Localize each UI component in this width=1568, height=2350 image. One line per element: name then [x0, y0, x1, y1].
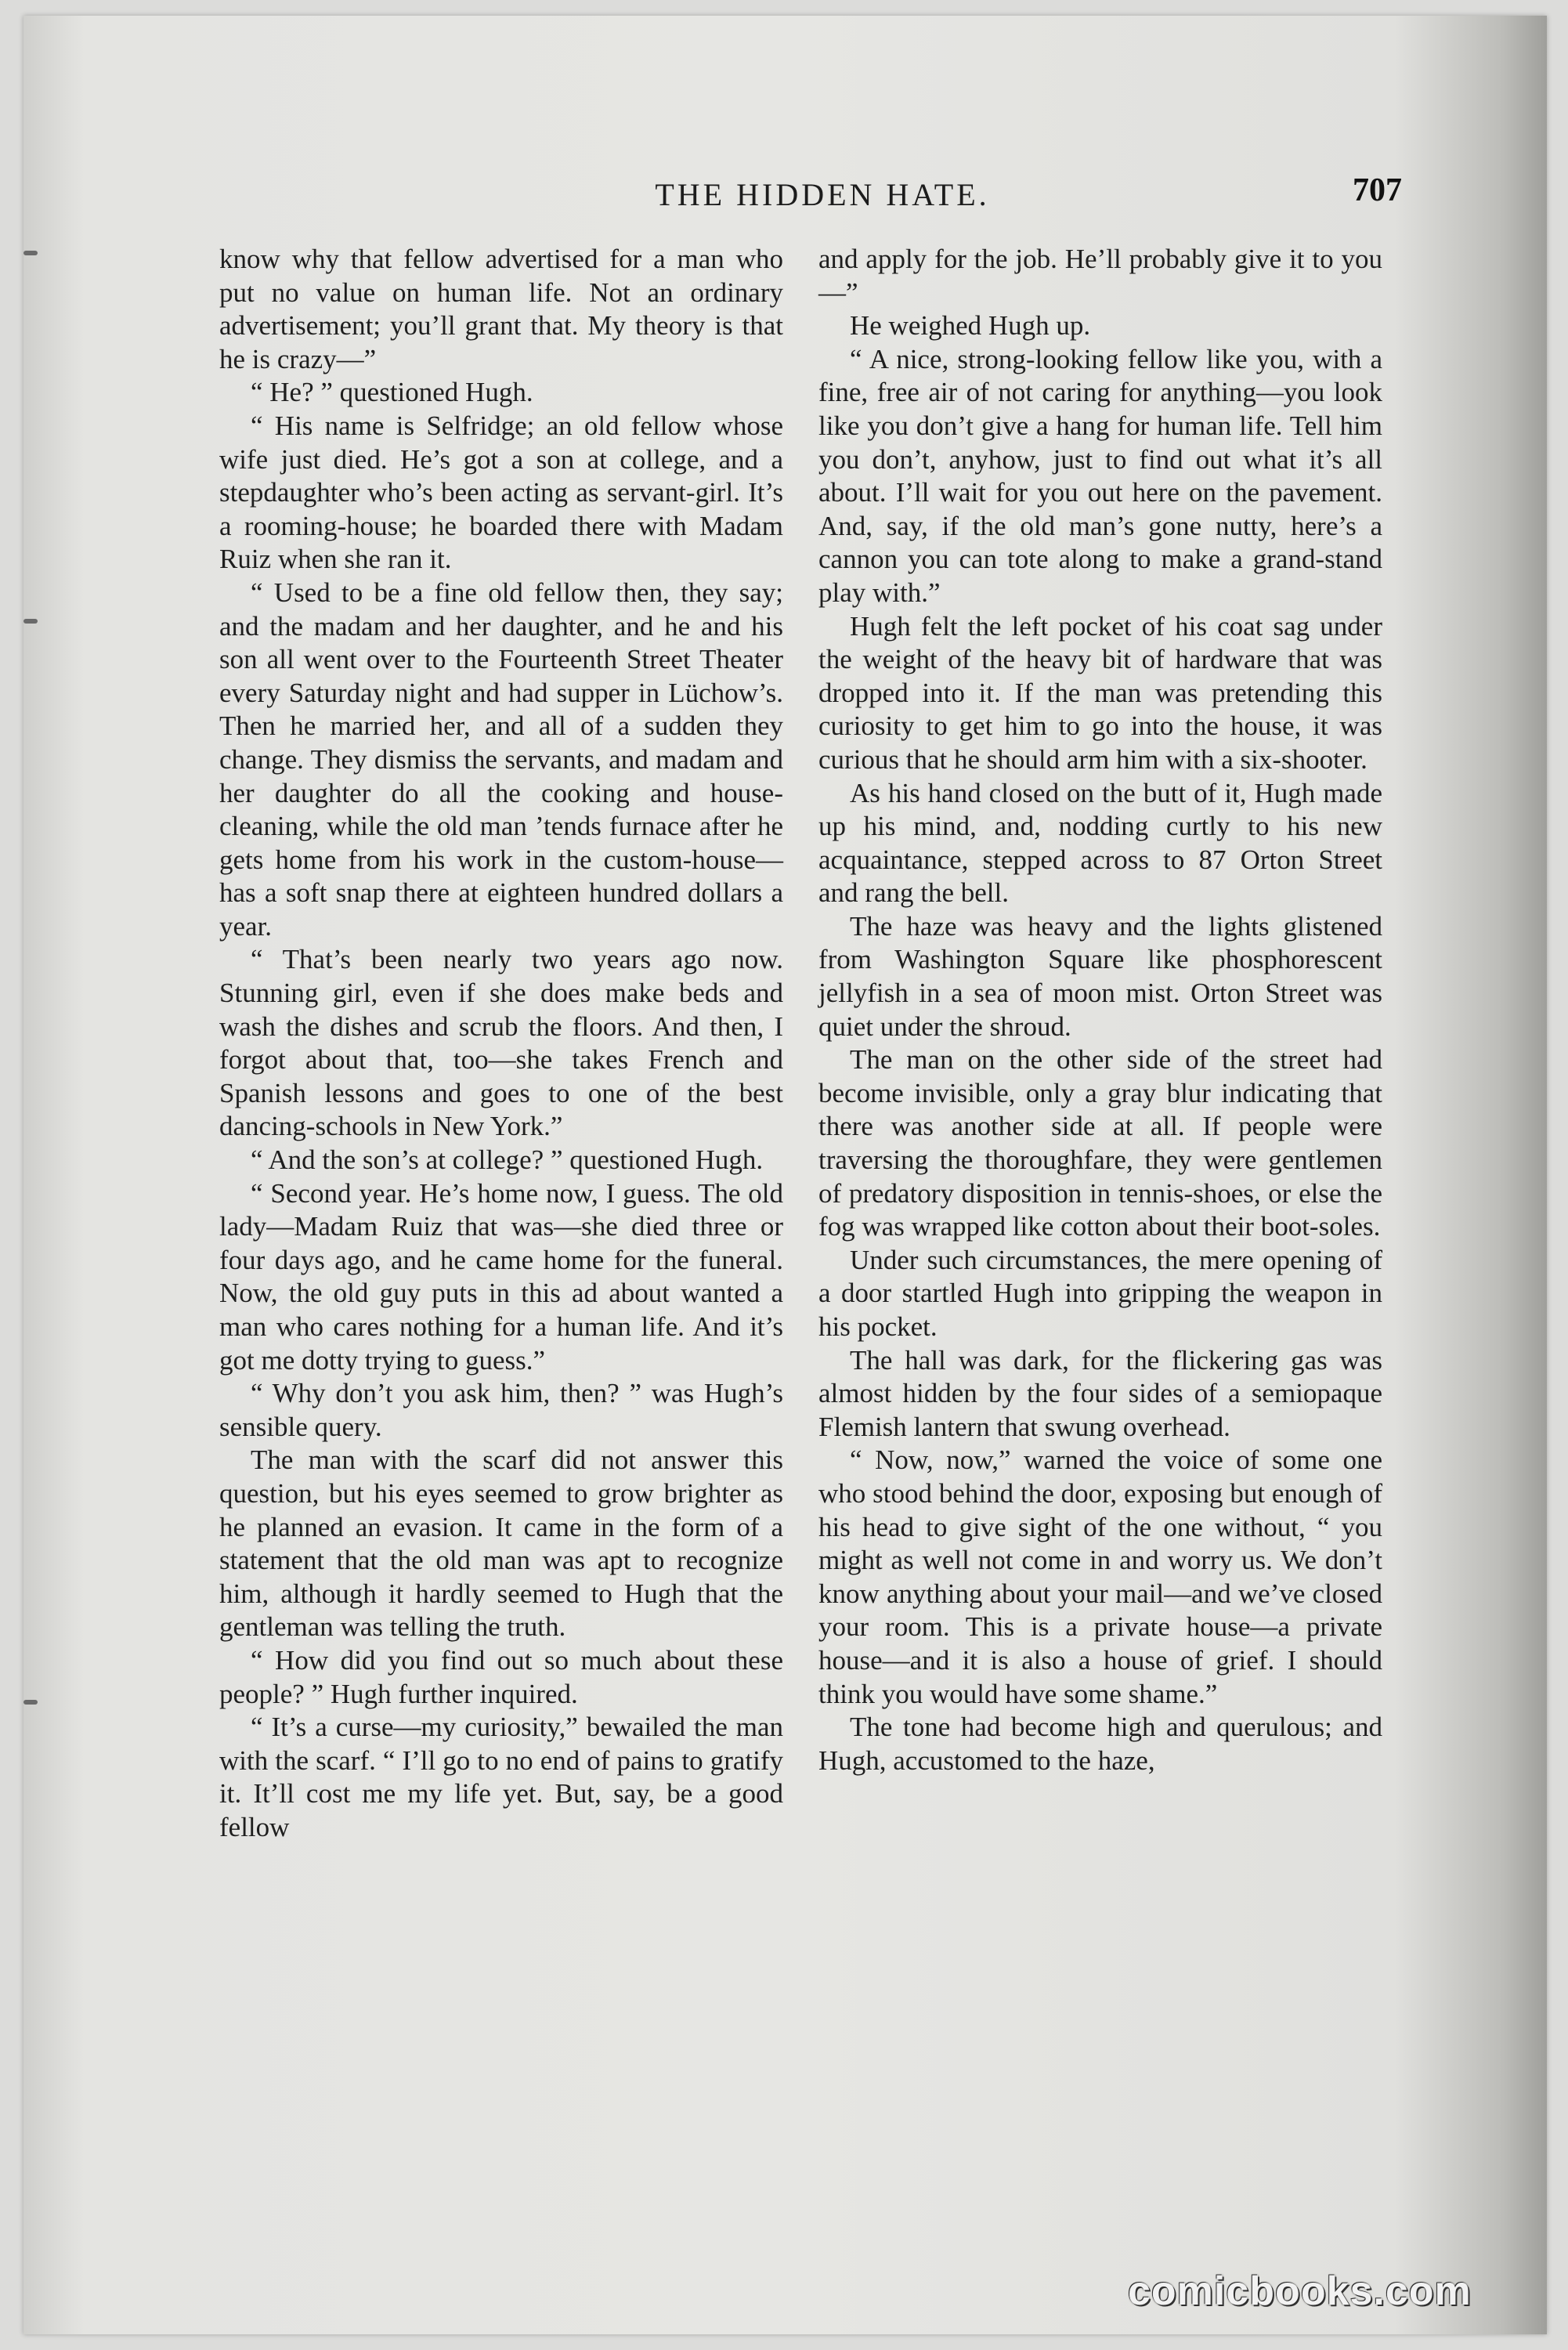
- right-text-column: [818, 243, 1382, 2162]
- paragraph: and apply for the job. He’ll probably give it to you—”: [818, 244, 1382, 308]
- paragraph: “ Why don’t you ask him, then? ” was Hugh’s sensible query.: [219, 1378, 783, 1442]
- paragraph: As his hand closed on the butt of it, Hugh made up his mind, and, nodding curtly to his new acquaintance, stepped across to 87 Orton Street and rang the bell.: [818, 777, 1382, 909]
- paragraph: “ A nice, strong-looking fellow like you, with a fine, free air of not caring for anything—you look like you don’t give a hang for human life. Tell him you don’t, anyhow, just to find out what it’s all about. I’ll wait for you out here on the pavement. And, say, if the old man’s gone nutty, here’s a cannon you can tote along to make a grand-stand play with.”: [818, 343, 1382, 608]
- paragraph: know why that fellow advertised for a man who put no value on human life. Not an ordinary advertisement; you’ll grant that. My theory is that he is crazy—”: [219, 244, 783, 374]
- paragraph: “ And the son’s at college? ” questioned Hugh.: [251, 1144, 764, 1176]
- paragraph: “ Now, now,” warned the voice of some one who stood behind the door, exposing but enough of his head to give sight of the one without, “ you might as well not come in and worry us. We don’t know anything about your mail—and we’ve closed your room. This is a private house—a private house—and it is also a house of grief. I should think you would have some shame.”: [818, 1444, 1382, 1709]
- paragraph: “ It’s a curse—my curiosity,” bewailed the man with the scarf. “ I’ll go to no end of pains to gratify it. It’ll cost me my life yet. But, say, be a good fellow: [219, 1712, 783, 1842]
- paragraph: “ His name is Selfridge; an old fellow whose wife just died. He’s got a son at college, and a stepdaughter who’s been acting as servant-girl. It’s a rooming-house; he boarded there with Madam Ruiz when she ran it.: [219, 410, 783, 575]
- paragraph: The tone had become high and querulous; and Hugh, accustomed to the haze,: [818, 1712, 1382, 1776]
- binding-mark: [23, 619, 38, 624]
- paragraph: The hall was dark, for the flickering gas was almost hidden by the four sides of a semiopaque Flemish lantern that swung overhead.: [818, 1344, 1382, 1442]
- running-title: THE HIDDEN HATE.: [655, 177, 990, 212]
- paragraph: Under such circumstances, the mere opening of a door startled Hugh into gripping the weapon in his pocket.: [818, 1244, 1382, 1342]
- paragraph: “ Used to be a fine old fellow then, they say; and the madam and her daughter, and he and his son all went over to the Fourteenth Street Theater every Saturday night and had supper in Lüchow’s. Then he married her, and all of a sudden they change. They dismiss the servants, and madam and her daughter do all the cooking and house-cleaning, while the old man ’tends furnace after he gets home from his work in the custom-house—has a soft snap there at eighteen hundred dollars a year.: [219, 577, 783, 942]
- paragraph: Hugh felt the left pocket of his coat sag under the weight of the heavy bit of hardware that was dropped into it. If the man was pretending this curiosity to get him to go into the house, it was curious that he should arm him with a six-shooter.: [818, 610, 1382, 775]
- binding-mark: [23, 251, 38, 255]
- left-text-column: [219, 243, 783, 2162]
- paragraph: “ Second year. He’s home now, I guess. The old lady—Madam Ruiz that was—she died three or four days ago, and he came home for the funeral. Now, the old guy puts in this ad about wanted a man who cares nothing for a human life. And it’s got me dotty trying to guess.”: [219, 1177, 783, 1376]
- paragraph: “ How did you find out so much about these people? ” Hugh further inquired.: [219, 1644, 783, 1709]
- magazine-page: [23, 16, 1547, 2334]
- page-number: 707: [1353, 172, 1402, 208]
- binding-mark: [23, 1700, 38, 1705]
- page-header: [243, 172, 1402, 223]
- paragraph: The man on the other side of the street had become invisible, only a gray blur indicating that there was another side at all. If people were traversing the thoroughfare, they were gentlemen of predatory disposition in tennis-shoes, or else the fog was wrapped like cotton about their boot-soles.: [818, 1044, 1382, 1242]
- paragraph: The haze was heavy and the lights glistened from Washington Square like phosphorescent jellyfish in a sea of moon mist. Orton Street was quiet under the shroud.: [818, 910, 1382, 1042]
- paragraph: He weighed Hugh up.: [850, 310, 1091, 342]
- paragraph: The man with the scarf did not answer this question, but his eyes seemed to grow brighter as he planned an evasion. It came in the form of a statement that the old man was apt to recognize him, although it hardly seemed to Hugh that the gentleman was telling the truth.: [219, 1444, 783, 1643]
- paragraph: “ He? ” questioned Hugh.: [251, 377, 533, 408]
- paragraph: “ That’s been nearly two years ago now. Stunning girl, even if she does make beds and wash the dishes and scrub the floors. And then, I forgot about that, too—she takes French and Spanish lessons and goes to one of the best dancing-schools in New York.”: [219, 944, 783, 1142]
- watermark-logo: comicbooks.com: [1128, 2269, 1472, 2314]
